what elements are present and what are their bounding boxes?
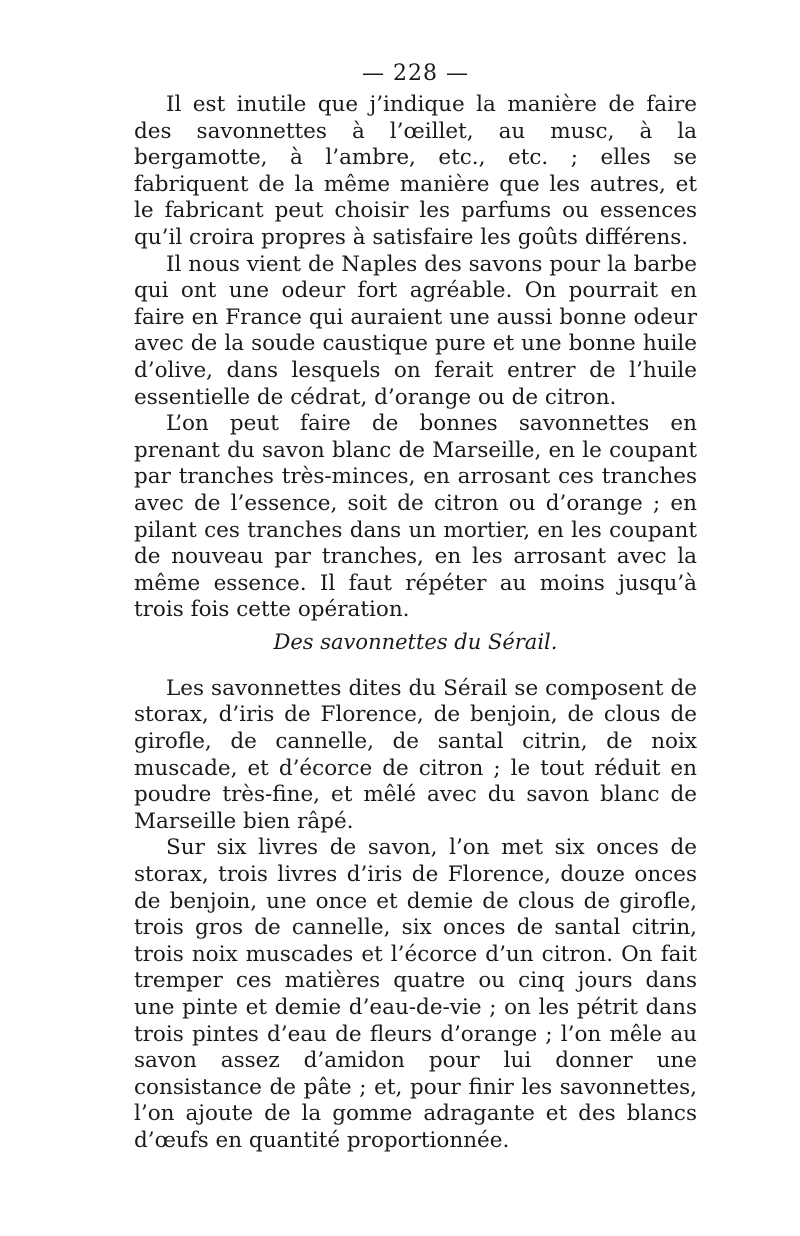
book-page	[134, 58, 697, 1168]
paragraph-marseille-soap: L’on peut faire de bonnes savonnettes en prenant du savon blanc de Marseille, en le coupant par tranches très-minces, en arrosant ces tranches avec de l’essence, soit de citron ou d’orange ; en pilant ces tranches dans un mortier, en les coupant de nouveau par tranches, en les arrosant avec la même essence. Il faut répéter au moins jusqu’à trois fois cette opération.	[134, 411, 697, 623]
page-number: — 228 —	[362, 61, 469, 86]
paragraph-serail-composition: Les savonnettes dites du Sérail se composent de storax, d’iris de Florence, de benjoin, de clous de girofle, de cannelle, de santal citrin, de noix muscade, et d’écorce de citron ; le tout réduit en poudre très-fine, et mêlé avec du savon blanc de Marseille bien râpé.	[134, 675, 697, 834]
section-title: Des savonnettes du Sérail.	[273, 629, 558, 654]
paragraph-naples-soap: Il nous vient de Naples des savons pour la barbe qui ont une odeur fort agréable. On pourrait en faire en France qui auraient une aussi bonne odeur avec de la soude caustique pure et une bonne huile d’olive, dans lesquels on ferait entrer de l’huile essentielle de cédrat, d’orange ou de citron.	[134, 251, 697, 410]
paragraph-serail-recipe: Sur six livres de savon, l’on met six onces de storax, trois livres d’iris de Florence, douze onces de benjoin, une once et demie de clous de girofle, trois gros de cannelle, six onces de santal citrin, trois noix muscades et l’écorce d’un citron. On fait tremper ces matières quatre ou cinq jours dans une pinte et demie d’eau-de-vie ; on les pétrit dans trois pintes d’eau de fleurs d’orange ; l’on mêle au savon assez d’amidon pour lui donner une consistance de pâte ; et, pour finir les savonnettes, l’on ajoute de la gomme adragante et des blancs d’œufs en quantité proportionnée.	[134, 835, 697, 1153]
paragraph-perfumes: Il est inutile que j’indique la manière de faire des savonnettes à l’œillet, au musc, à la bergamotte, à l’ambre, etc., etc. ; elles se fabriquent de la même manière que les autres, et le fabricant peut choisir les parfums ou essences qu’il croira propres à satisfaire les goûts différens.	[134, 92, 697, 250]
